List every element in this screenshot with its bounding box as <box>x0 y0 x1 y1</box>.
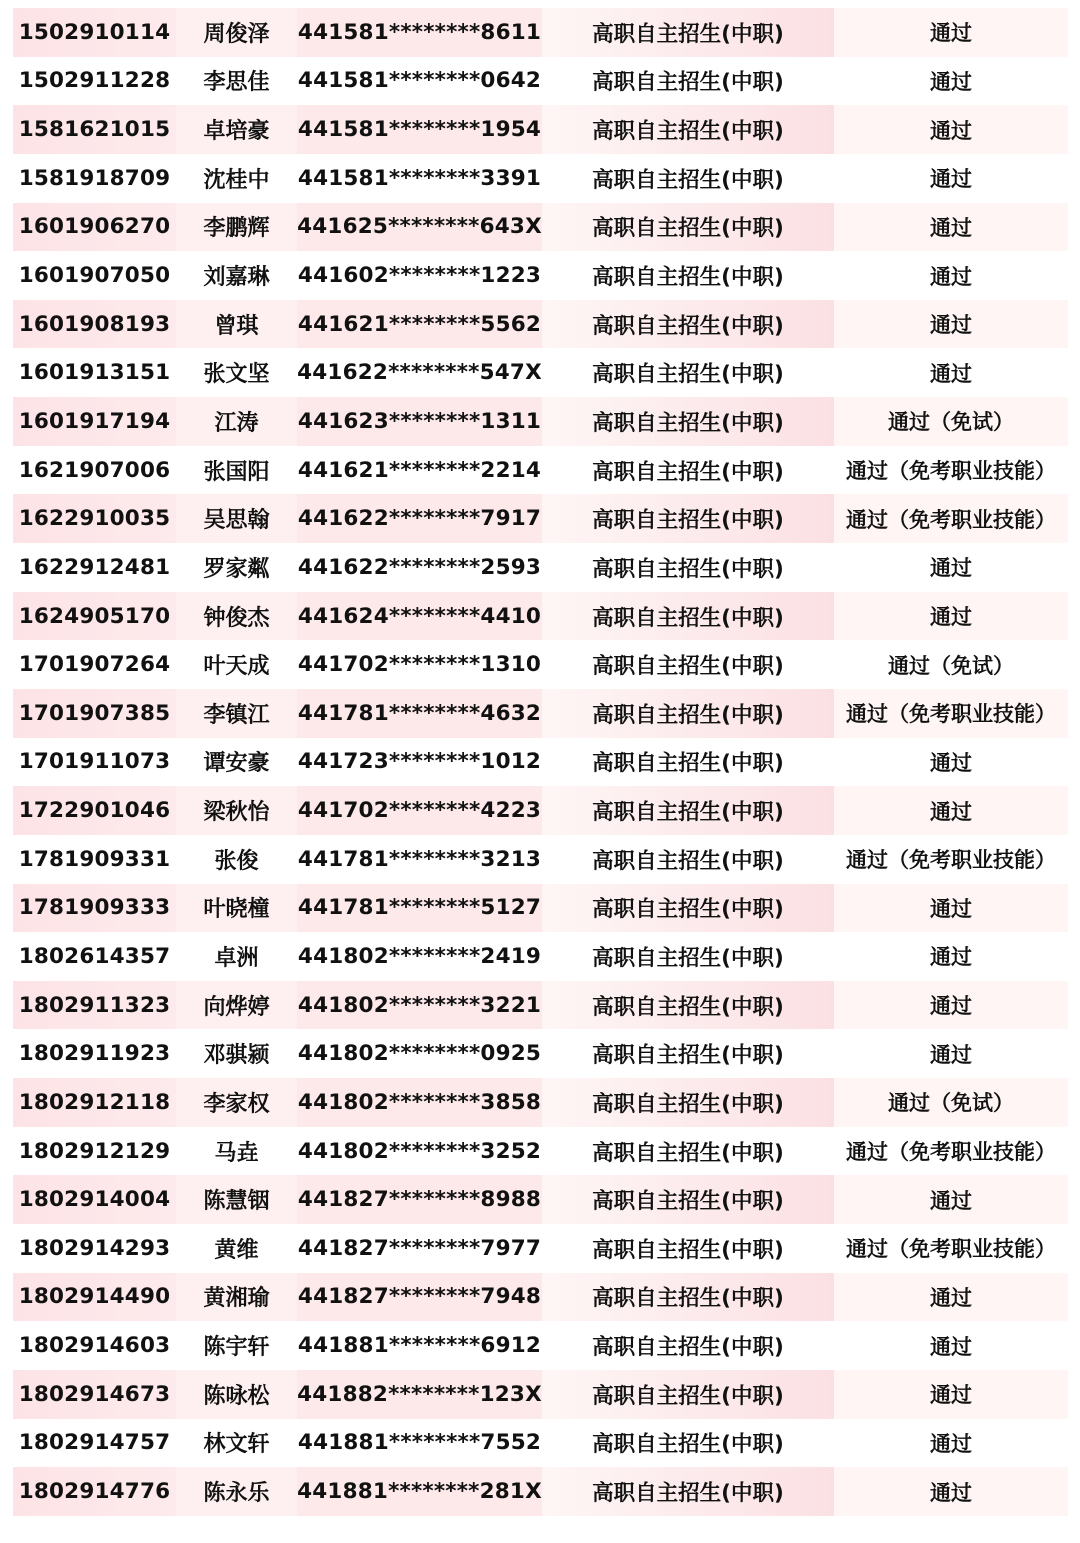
id-number-cell: 441802********3221 <box>297 981 542 1030</box>
table-row <box>13 932 1068 981</box>
ticket-number-cell: 1802914603 <box>18 1333 171 1359</box>
student-name-cell: 李家权 <box>176 1078 297 1127</box>
result-cell: 通过 <box>834 981 1068 1030</box>
table-row <box>13 1467 1068 1516</box>
student-name-cell: 陈宇轩 <box>203 1335 270 1361</box>
table-row <box>13 57 1068 106</box>
admission-type-cell: 高职自主招生(中职) <box>592 848 784 874</box>
id-number-cell: 441581********8611 <box>297 8 542 57</box>
student-name-cell: 李镇江 <box>176 689 297 738</box>
table-row <box>13 105 1068 154</box>
result-cell: 通过 <box>834 592 1068 641</box>
ticket-number-cell: 1701907264 <box>18 652 171 678</box>
ticket-number-cell: 1802912129 <box>18 1138 171 1164</box>
admission-type-cell: 高职自主招生(中职) <box>542 592 834 641</box>
table-row <box>13 1419 1068 1468</box>
admission-type-cell: 高职自主招生(中职) <box>542 105 834 154</box>
result-cell: 通过 <box>834 1175 1068 1224</box>
ticket-number-cell: 1624905170 <box>13 592 176 641</box>
result-cell: 通过（免试） <box>834 397 1068 446</box>
table-row <box>13 1127 1068 1176</box>
result-cell: 通过 <box>834 1370 1068 1419</box>
table-row <box>13 251 1068 300</box>
student-name-cell: 黄维 <box>214 1237 259 1263</box>
student-name-cell: 叶天成 <box>203 654 270 680</box>
student-name-cell: 黄湘瑜 <box>176 1273 297 1322</box>
student-name-cell: 谭安豪 <box>203 751 270 777</box>
result-cell: 通过（免试） <box>888 653 1014 678</box>
ticket-number-cell: 1722901046 <box>13 786 176 835</box>
result-cell: 通过 <box>930 167 972 192</box>
admission-type-cell: 高职自主招生(中职) <box>592 1432 784 1458</box>
ticket-number-cell: 1601913151 <box>18 360 171 386</box>
id-number-cell: 441625********643X <box>297 203 542 252</box>
result-cell: 通过 <box>930 945 972 970</box>
result-cell: 通过 <box>834 1467 1068 1516</box>
admission-type-cell: 高职自主招生(中职) <box>592 362 784 388</box>
id-number-cell: 441622********547X <box>297 360 542 386</box>
id-number-cell: 441827********7948 <box>297 1273 542 1322</box>
result-cell: 通过 <box>930 361 972 386</box>
result-cell: 通过 <box>834 786 1068 835</box>
student-name-cell: 周俊泽 <box>176 8 297 57</box>
table-row <box>13 1175 1068 1224</box>
results-table <box>13 8 1068 1516</box>
id-number-cell: 441723********1012 <box>297 749 542 775</box>
student-name-cell: 陈慧铟 <box>176 1175 297 1224</box>
ticket-number-cell: 1802914673 <box>13 1370 176 1419</box>
id-number-cell: 441602********1223 <box>297 263 542 289</box>
table-row <box>13 446 1068 495</box>
student-name-cell: 马垚 <box>214 1140 259 1166</box>
id-number-cell: 441622********2593 <box>297 554 542 580</box>
ticket-number-cell: 1781909333 <box>13 884 176 933</box>
admission-type-cell: 高职自主招生(中职) <box>542 1370 834 1419</box>
id-number-cell: 441802********2419 <box>297 943 542 969</box>
student-name-cell: 罗家粼 <box>203 556 270 582</box>
ticket-number-cell: 1802914490 <box>13 1273 176 1322</box>
id-number-cell: 441802********0925 <box>297 1041 542 1067</box>
id-number-cell: 441781********4632 <box>297 689 542 738</box>
student-name-cell: 梁秋怡 <box>176 786 297 835</box>
ticket-number-cell: 1802912118 <box>13 1078 176 1127</box>
student-name-cell: 陈咏松 <box>176 1370 297 1419</box>
admission-type-cell: 高职自主招生(中职) <box>542 689 834 738</box>
student-name-cell: 刘嘉琳 <box>203 265 270 291</box>
student-name-cell: 卓洲 <box>214 945 259 971</box>
ticket-number-cell: 1601907050 <box>18 263 171 289</box>
result-cell: 通过 <box>930 556 972 581</box>
result-cell: 通过 <box>834 1273 1068 1322</box>
table-row <box>13 884 1068 933</box>
ticket-number-cell: 1802911923 <box>18 1041 171 1067</box>
ticket-number-cell: 1622910035 <box>13 494 176 543</box>
student-name-cell: 李鹏辉 <box>176 203 297 252</box>
admission-type-cell: 高职自主招生(中职) <box>542 8 834 57</box>
table-row <box>13 348 1068 397</box>
result-cell: 通过 <box>834 203 1068 252</box>
table-row <box>13 786 1068 835</box>
id-number-cell: 441623********1311 <box>297 397 542 446</box>
admission-type-cell: 高职自主招生(中职) <box>542 981 834 1030</box>
table-row <box>13 689 1068 738</box>
admission-type-cell: 高职自主招生(中职) <box>592 459 784 485</box>
ticket-number-cell: 1802914293 <box>18 1235 171 1261</box>
admission-type-cell: 高职自主招生(中职) <box>592 1140 784 1166</box>
id-number-cell: 441882********123X <box>297 1370 542 1419</box>
id-number-cell: 441581********0642 <box>297 68 542 94</box>
student-name-cell: 张文坚 <box>203 362 270 388</box>
table-row <box>13 592 1068 641</box>
student-name-cell: 向烨婷 <box>176 981 297 1030</box>
table-row <box>13 1224 1068 1273</box>
ticket-number-cell: 1802914776 <box>13 1467 176 1516</box>
student-name-cell: 吴思翰 <box>176 494 297 543</box>
student-name-cell: 卓培豪 <box>176 105 297 154</box>
admission-type-cell: 高职自主招生(中职) <box>542 884 834 933</box>
student-name-cell: 张俊 <box>214 848 259 874</box>
id-number-cell: 441621********5562 <box>297 300 542 349</box>
ticket-number-cell: 1581918709 <box>18 165 171 191</box>
result-cell: 通过 <box>930 264 972 289</box>
student-name-cell: 林文轩 <box>203 1432 270 1458</box>
id-number-cell: 441702********4223 <box>297 786 542 835</box>
ticket-number-cell: 1802911323 <box>13 981 176 1030</box>
student-name-cell: 沈桂中 <box>203 167 270 193</box>
ticket-number-cell: 1701911073 <box>18 749 171 775</box>
table-row <box>13 640 1068 689</box>
table-row <box>13 543 1068 592</box>
ticket-number-cell: 1781909331 <box>18 846 171 872</box>
id-number-cell: 441881********281X <box>297 1467 542 1516</box>
admission-type-cell: 高职自主招生(中职) <box>592 265 784 291</box>
admission-type-cell: 高职自主招生(中职) <box>592 1043 784 1069</box>
ticket-number-cell: 1802914757 <box>18 1430 171 1456</box>
admission-type-cell: 高职自主招生(中职) <box>592 945 784 971</box>
id-number-cell: 441781********3213 <box>297 846 542 872</box>
ticket-number-cell: 1621907006 <box>18 457 171 483</box>
result-cell: 通过（免考职业技能） <box>834 689 1068 738</box>
admission-type-cell: 高职自主招生(中职) <box>542 203 834 252</box>
student-name-cell: 叶晓橦 <box>176 884 297 933</box>
result-cell: 通过（免考职业技能） <box>846 1237 1056 1262</box>
result-cell: 通过 <box>834 300 1068 349</box>
student-name-cell: 邓骐颍 <box>203 1043 270 1069</box>
result-cell: 通过（免考职业技能） <box>846 1140 1056 1165</box>
id-number-cell: 441581********3391 <box>297 165 542 191</box>
admission-type-cell: 高职自主招生(中职) <box>542 494 834 543</box>
id-number-cell: 441624********4410 <box>297 592 542 641</box>
id-number-cell: 441622********7917 <box>297 494 542 543</box>
result-cell: 通过 <box>930 1042 972 1067</box>
result-cell: 通过 <box>834 105 1068 154</box>
ticket-number-cell: 1581621015 <box>13 105 176 154</box>
student-name-cell: 曾琪 <box>176 300 297 349</box>
ticket-number-cell: 1502911228 <box>18 68 171 94</box>
result-cell: 通过（免试） <box>834 1078 1068 1127</box>
table-row <box>13 1029 1068 1078</box>
ticket-number-cell: 1622912481 <box>18 554 171 580</box>
admission-type-cell: 高职自主招生(中职) <box>592 751 784 777</box>
id-number-cell: 441621********2214 <box>297 457 542 483</box>
student-name-cell: 李思佳 <box>203 70 270 96</box>
table-row <box>13 154 1068 203</box>
id-number-cell: 441802********3858 <box>297 1078 542 1127</box>
result-cell: 通过 <box>834 884 1068 933</box>
id-number-cell: 441781********5127 <box>297 884 542 933</box>
table-row <box>13 397 1068 446</box>
admission-type-cell: 高职自主招生(中职) <box>592 70 784 96</box>
table-row <box>13 1273 1068 1322</box>
ticket-number-cell: 1701907385 <box>13 689 176 738</box>
id-number-cell: 441881********7552 <box>297 1430 542 1456</box>
ticket-number-cell: 1802614357 <box>18 943 171 969</box>
admission-type-cell: 高职自主招生(中职) <box>592 167 784 193</box>
student-name-cell: 陈永乐 <box>176 1467 297 1516</box>
ticket-number-cell: 1502910114 <box>13 8 176 57</box>
table-row <box>13 1078 1068 1127</box>
id-number-cell: 441581********1954 <box>297 105 542 154</box>
student-name-cell: 张国阳 <box>203 459 270 485</box>
id-number-cell: 441827********7977 <box>297 1235 542 1261</box>
id-number-cell: 441827********8988 <box>297 1175 542 1224</box>
table-row <box>13 8 1068 57</box>
admission-type-cell: 高职自主招生(中职) <box>542 1078 834 1127</box>
admission-type-cell: 高职自主招生(中职) <box>542 786 834 835</box>
id-number-cell: 441702********1310 <box>297 652 542 678</box>
admission-type-cell: 高职自主招生(中职) <box>592 1237 784 1263</box>
result-cell: 通过（免考职业技能） <box>846 459 1056 484</box>
admission-type-cell: 高职自主招生(中职) <box>542 397 834 446</box>
result-cell: 通过（免考职业技能） <box>834 494 1068 543</box>
result-cell: 通过 <box>930 1334 972 1359</box>
table-row <box>13 738 1068 787</box>
result-cell: 通过 <box>930 69 972 94</box>
result-cell: 通过 <box>930 750 972 775</box>
admission-type-cell: 高职自主招生(中职) <box>542 1175 834 1224</box>
ticket-number-cell: 1601906270 <box>13 203 176 252</box>
ticket-number-cell: 1601908193 <box>13 300 176 349</box>
id-number-cell: 441881********6912 <box>297 1333 542 1359</box>
table-row <box>13 203 1068 252</box>
result-cell: 通过 <box>834 8 1068 57</box>
student-name-cell: 钟俊杰 <box>176 592 297 641</box>
admission-type-cell: 高职自主招生(中职) <box>592 654 784 680</box>
table-row <box>13 981 1068 1030</box>
result-cell: 通过（免考职业技能） <box>846 848 1056 873</box>
id-number-cell: 441802********3252 <box>297 1138 542 1164</box>
admission-type-cell: 高职自主招生(中职) <box>592 1335 784 1361</box>
admission-type-cell: 高职自主招生(中职) <box>542 300 834 349</box>
ticket-number-cell: 1601917194 <box>13 397 176 446</box>
table-row <box>13 1370 1068 1419</box>
table-row <box>13 1321 1068 1370</box>
ticket-number-cell: 1802914004 <box>13 1175 176 1224</box>
admission-type-cell: 高职自主招生(中职) <box>542 1273 834 1322</box>
table-row <box>13 835 1068 884</box>
student-name-cell: 江涛 <box>176 397 297 446</box>
admission-type-cell: 高职自主招生(中职) <box>542 1467 834 1516</box>
table-row <box>13 494 1068 543</box>
table-row <box>13 300 1068 349</box>
result-cell: 通过 <box>930 1431 972 1456</box>
admission-type-cell: 高职自主招生(中职) <box>592 556 784 582</box>
